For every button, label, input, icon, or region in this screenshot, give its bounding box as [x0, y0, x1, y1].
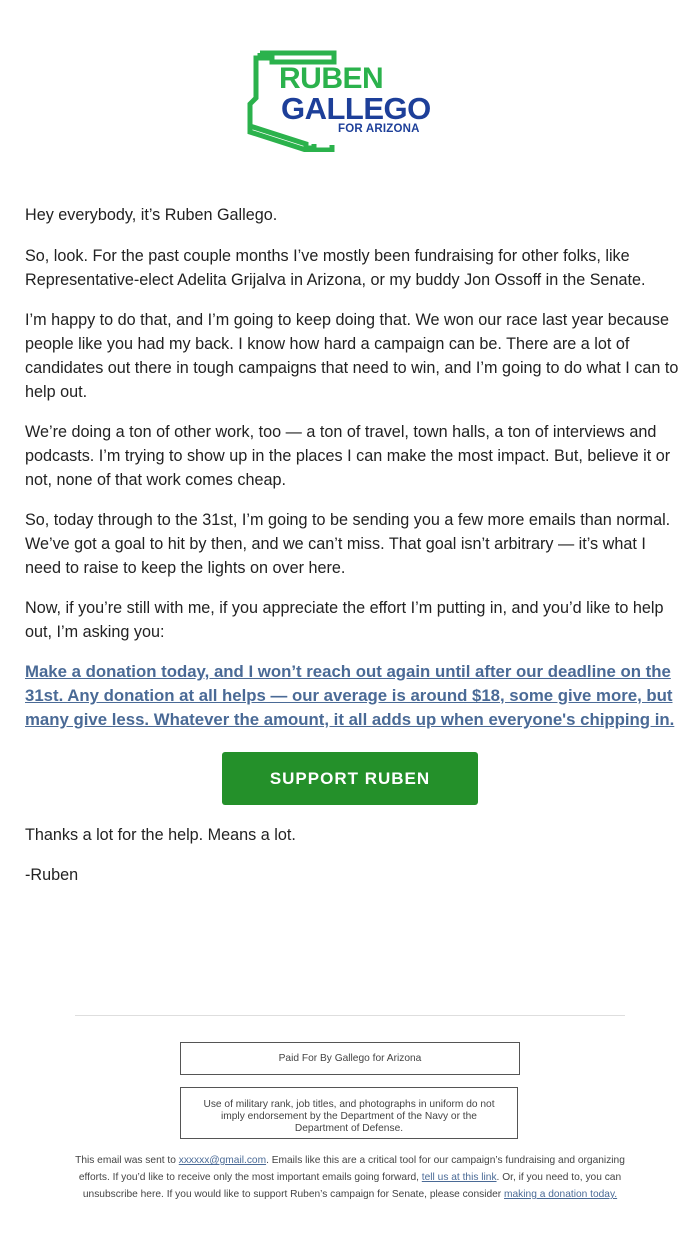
footer-divider: [75, 1015, 625, 1016]
footer-legal-text: [75, 1152, 625, 1203]
footer-donation-link[interactable]: making a donation today.: [504, 1189, 618, 1200]
donate-cta-link[interactable]: Make a donation today, and I won’t reach out again until after our deadline on the 31st. Any donation at all helps — our average is around $18, some give more, but many give less. Whatever the amount, it all adds up when everyone's chipping in.: [25, 662, 675, 729]
disclaimer-box: Use of military rank, job titles, and photographs in uniform do not imply endorsement by the Department of the Navy or the Department of Defense.: [180, 1087, 518, 1139]
logo-name-last: GALLEGO: [281, 91, 431, 126]
logo-name-first: RUBEN: [279, 62, 384, 95]
paid-for-box: Paid For By Gallego for Arizona: [180, 1042, 520, 1075]
paragraph-2: I’m happy to do that, and I’m going to keep doing that. We won our race last year because people like you had my back. I know how hard a campaign can be. There are a lot of candidates out there in tough campaigns that need to win, and I’m going to do what I can to help out.: [25, 311, 679, 401]
email-body: [25, 203, 680, 903]
greeting: Hey everybody, it’s Ruben Gallego.: [25, 206, 278, 224]
footer-text-after: . Or, if you need to, you can unsubscribe here. If you would like to support Ruben’s campaign for Senate, please consider: [82, 1172, 622, 1200]
paragraph-3: We’re doing a ton of other work, too — a ton of travel, town halls, a ton of interviews and podcasts. I’m trying to show up in the places I can make the most impact. But, believe it or not, none of that work comes cheap.: [25, 423, 671, 489]
signoff: -Ruben: [25, 866, 79, 884]
paragraph-1: So, look. For the past couple months I’ve mostly been fundraising for other folks, like Representative-elect Adelita Grijalva in Arizona, or my buddy Jon Ossoff in the Senate.: [25, 247, 646, 289]
support-ruben-button[interactable]: SUPPORT RUBEN: [222, 752, 478, 805]
logo-tagline: FOR ARIZONA: [338, 123, 420, 135]
thanks-text: Thanks a lot for the help. Means a lot.: [25, 826, 296, 844]
button-row: [25, 752, 680, 805]
campaign-logo: [244, 48, 449, 152]
footer-text-mid: . Emails like this are a critical tool for our campaign’s fundraising and organizing efforts. If you’d like to receive only the most important emails going forward,: [78, 1155, 625, 1183]
paragraph-5: Now, if you’re still with me, if you appreciate the effort I’m putting in, and you’d like to help out, I’m asking you:: [25, 599, 664, 641]
recipient-email-link[interactable]: xxxxxx@gmail.com: [178, 1155, 267, 1166]
footer-sent-prefix: This email was sent to: [75, 1155, 179, 1166]
email-preferences-link[interactable]: tell us at this link: [421, 1172, 497, 1183]
paragraph-4: So, today through to the 31st, I’m going to be sending you a few more emails than normal. We’ve got a goal to hit by then, and we can’t miss. That goal isn’t arbitrary — it’s what I need to raise to keep the lights on over here.: [25, 511, 671, 577]
